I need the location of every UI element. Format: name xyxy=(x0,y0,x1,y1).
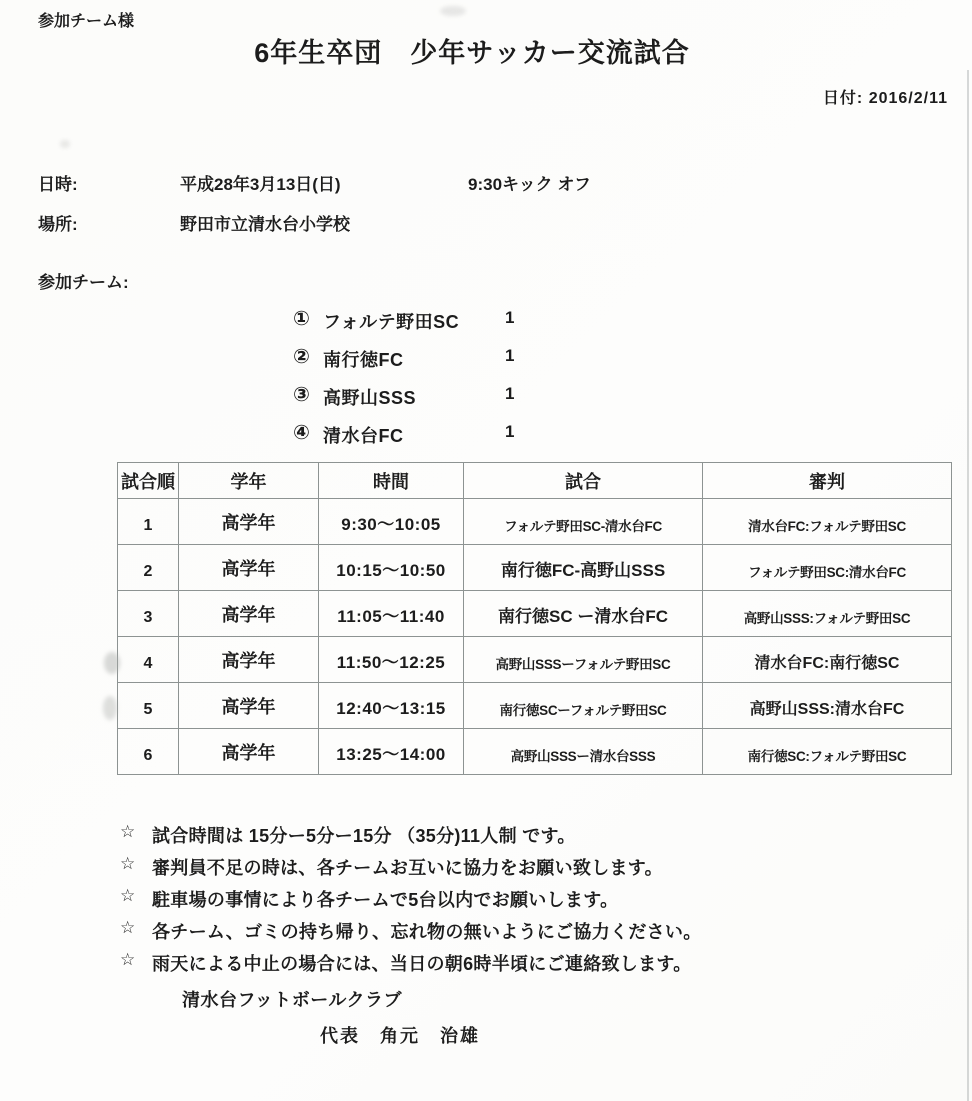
schedule-cell-no: 2 xyxy=(118,545,179,591)
schedule-cell-no: 5 xyxy=(118,683,179,729)
team-name: 高野山SSS xyxy=(323,388,417,408)
team-name: 清水台FC xyxy=(323,426,404,446)
note-item xyxy=(120,886,702,918)
schedule-header-cell: 時間 xyxy=(319,463,464,499)
schedule-cell-time: 10:15〜10:50 xyxy=(319,545,464,591)
team-entry-count: 1 xyxy=(505,384,515,403)
schedule-cell-match: 南行徳SC ー清水台FC xyxy=(464,591,703,637)
team-entry-count: 1 xyxy=(505,308,515,327)
schedule-cell-time: 13:25〜14:00 xyxy=(319,729,464,775)
document-date: 日付: 2016/2/11 xyxy=(822,90,948,107)
team-name: フォルテ野田SC xyxy=(323,312,460,332)
place-label: 場所: xyxy=(38,215,78,234)
schedule-row xyxy=(118,545,952,591)
note-item xyxy=(120,918,702,950)
club-name: 清水台フットボールクラブ xyxy=(182,990,403,1010)
star-bullet-icon: ☆ xyxy=(120,886,136,905)
schedule-cell-no: 6 xyxy=(118,729,179,775)
recipient-line: 参加チーム様 xyxy=(38,13,135,30)
place-value: 野田市立清水台小学校 xyxy=(180,215,350,234)
schedule-row xyxy=(118,683,952,729)
scan-smudge xyxy=(440,6,466,16)
star-bullet-icon: ☆ xyxy=(120,950,136,969)
schedule-cell-grade: 高学年 xyxy=(179,591,319,637)
team-name: 南行徳FC xyxy=(323,350,404,370)
team-list-item xyxy=(293,376,633,414)
team-number: ④ xyxy=(293,422,310,444)
team-entry-count: 1 xyxy=(505,422,515,441)
schedule-cell-time: 12:40〜13:15 xyxy=(319,683,464,729)
schedule-cell-grade: 高学年 xyxy=(179,545,319,591)
note-text: 雨天による中止の場合には、当日の朝6時半頃にご連絡致します。 xyxy=(152,954,692,974)
schedule-header-cell: 試合順 xyxy=(118,463,179,499)
schedule-header-cell: 審判 xyxy=(703,463,952,499)
schedule-cell-match: 南行徳FC-高野山SSS xyxy=(464,545,703,591)
schedule-cell-referee: 高野山SSS:フォルテ野田SC xyxy=(703,591,952,637)
team-number: ① xyxy=(293,308,310,330)
schedule-cell-grade: 高学年 xyxy=(179,729,319,775)
team-number: ③ xyxy=(293,384,310,406)
team-entry-count: 1 xyxy=(505,346,515,365)
schedule-cell-no: 4 xyxy=(118,637,179,683)
note-item xyxy=(120,822,702,854)
schedule-cell-no: 1 xyxy=(118,499,179,545)
note-text: 駐車場の事情により各チームで5台以内でお願いします。 xyxy=(152,890,619,910)
schedule-row xyxy=(118,591,952,637)
star-bullet-icon: ☆ xyxy=(120,854,136,873)
team-number: ② xyxy=(293,346,310,368)
schedule-cell-time: 11:05〜11:40 xyxy=(319,591,464,637)
schedule-cell-grade: 高学年 xyxy=(179,499,319,545)
team-list-item xyxy=(293,414,633,452)
note-text: 各チーム、ゴミの持ち帰り、忘れ物の無いようにご協力ください。 xyxy=(152,922,702,942)
star-bullet-icon: ☆ xyxy=(120,918,136,937)
notes-list xyxy=(120,822,702,982)
team-list-item xyxy=(293,300,633,338)
note-item xyxy=(120,950,702,982)
team-list-item xyxy=(293,338,633,376)
star-bullet-icon: ☆ xyxy=(120,822,136,841)
schedule-row xyxy=(118,499,952,545)
schedule-cell-grade: 高学年 xyxy=(179,683,319,729)
note-item xyxy=(120,854,702,886)
schedule-cell-no: 3 xyxy=(118,591,179,637)
scan-smudge xyxy=(60,140,70,148)
participating-team-list xyxy=(293,300,633,452)
schedule-cell-referee: 南行徳SC:フォルテ野田SC xyxy=(703,729,952,775)
scan-smudge xyxy=(103,696,117,720)
schedule-cell-time: 11:50〜12:25 xyxy=(319,637,464,683)
teams-label: 参加チーム: xyxy=(38,273,129,292)
schedule-row xyxy=(118,637,952,683)
schedule-cell-match: フォルテ野田SC-清水台FC xyxy=(464,499,703,545)
representative-name: 代表 角元 治雄 xyxy=(320,1026,480,1046)
scan-edge-artifact xyxy=(967,70,969,1101)
datetime-value: 平成28年3月13日(日) xyxy=(180,175,341,194)
schedule-cell-referee: 清水台FC:フォルテ野田SC xyxy=(703,499,952,545)
schedule-cell-grade: 高学年 xyxy=(179,637,319,683)
match-schedule-table xyxy=(117,462,952,775)
schedule-cell-match: 高野山SSSーフォルテ野田SC xyxy=(464,637,703,683)
datetime-label: 日時: xyxy=(38,175,78,194)
schedule-cell-referee: フォルテ野田SC:清水台FC xyxy=(703,545,952,591)
schedule-cell-match: 南行徳SCーフォルテ野田SC xyxy=(464,683,703,729)
schedule-cell-match: 高野山SSSー清水台SSS xyxy=(464,729,703,775)
schedule-header-row xyxy=(118,463,952,499)
note-text: 審判員不足の時は、各チームお互いに協力をお願い致します。 xyxy=(152,858,663,878)
schedule-row xyxy=(118,729,952,775)
schedule-cell-time: 9:30〜10:05 xyxy=(319,499,464,545)
schedule-cell-referee: 清水台FC:南行徳SC xyxy=(703,637,952,683)
scan-smudge xyxy=(104,652,120,674)
schedule-header-cell: 試合 xyxy=(464,463,703,499)
note-text: 試合時間は 15分ー5分ー15分 （35分)11人制 です。 xyxy=(152,826,576,846)
kickoff-time: 9:30キック オフ xyxy=(468,175,591,194)
schedule-cell-referee: 高野山SSS:清水台FC xyxy=(703,683,952,729)
schedule-header-cell: 学年 xyxy=(179,463,319,499)
page-title: 6年生卒団 少年サッカー交流試合 xyxy=(254,38,690,68)
